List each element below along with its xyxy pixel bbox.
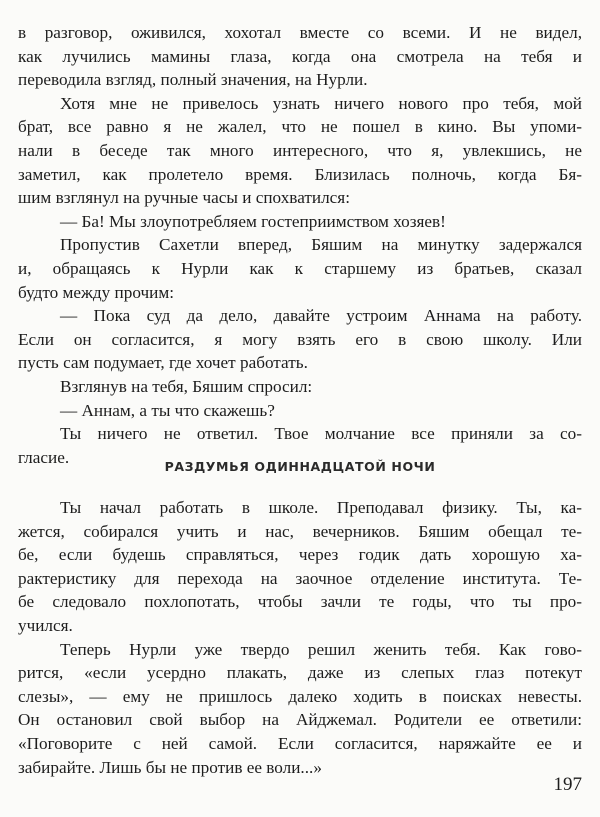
chapter-heading: РАЗДУМЬЯ ОДИННАДЦАТОЙ НОЧИ bbox=[164, 459, 436, 474]
text-line: переводила взгляд, полный значения, на Нурли. bbox=[18, 70, 368, 90]
text-line: бе следовало похлопотать, чтобы зачли те годы, что ты про- bbox=[18, 592, 582, 612]
text-line: пусть сам подумает, где хочет работать. bbox=[18, 353, 308, 373]
text-line: заметил, как пролетело время. Близилась полночь, когда Бя- bbox=[18, 164, 582, 184]
text-line: Он остановил свой выбор на Айджемал. Родители ее ответили: bbox=[18, 710, 582, 730]
text-line: слезы», — ему не пришлось далеко ходить в поисках невесты. bbox=[18, 686, 582, 706]
text-line: в разговор, оживился, хохотал вместе со всеми. И не видел, bbox=[18, 23, 582, 42]
page-number: 197 bbox=[553, 774, 582, 795]
text-line: Хотя мне не привелось узнать ничего нового про тебя, мой bbox=[60, 93, 582, 113]
text-line: и, обращаясь к Нурли как к старшему из братьев, сказал bbox=[18, 258, 582, 278]
text-line: «Поговорите с ней самой. Если согласится, наряжайте ее и bbox=[18, 733, 582, 753]
text-line: учился. bbox=[18, 615, 73, 635]
text-line: забирайте. Лишь бы не против ее воли...» bbox=[18, 757, 322, 777]
text-line: Ты ничего не ответил. Твое молчание все приняли за со- bbox=[60, 424, 582, 444]
text-line: — Аннам, а ты что скажешь? bbox=[60, 400, 275, 420]
text-line: как лучились мамины глаза, когда она смотрела на тебя и bbox=[18, 46, 582, 66]
text-line: гласие. bbox=[18, 447, 70, 467]
text-line: рится, «если усердно плакать, даже из слепых глаз потекут bbox=[18, 663, 582, 683]
text-line: жется, собирался учить и нас, вечерников. Бяшим обещал те- bbox=[18, 521, 582, 541]
text-line: нали в беседе так много интересного, что я, увлекшись, не bbox=[18, 140, 582, 160]
text-line: Теперь Нурли уже твердо решил женить тебя. Как гово- bbox=[60, 639, 582, 659]
text-line: бе, если будешь справляться, через годик дать хорошую ха- bbox=[18, 545, 582, 565]
text-line: шим взглянул на ручные часы и спохватился: bbox=[18, 188, 350, 208]
text-line: Пропустив Сахетли вперед, Бяшим на минутку задержался bbox=[60, 235, 582, 255]
text-line: Взглянув на тебя, Бяшим спросил: bbox=[60, 376, 313, 396]
text-line: — Пока суд да дело, давайте устроим Аннама на работу. bbox=[60, 306, 582, 326]
text-block-bottom bbox=[18, 496, 582, 779]
text-line: рактеристику для перехода на заочное отделение института. Те- bbox=[18, 568, 582, 588]
text-line: брат, все равно я не жалел, что не пошел в кино. Вы упоми- bbox=[18, 117, 582, 137]
text-line: Если он согласится, я могу взять его в свою школу. Или bbox=[18, 329, 582, 349]
text-block-top bbox=[18, 21, 582, 469]
text-line: Ты начал работать в школе. Преподавал физику. Ты, ка- bbox=[60, 498, 582, 517]
text-line: будто между прочим: bbox=[18, 282, 174, 302]
text-line: — Ба! Мы злоупотребляем гостеприимством хозяев! bbox=[60, 211, 446, 231]
